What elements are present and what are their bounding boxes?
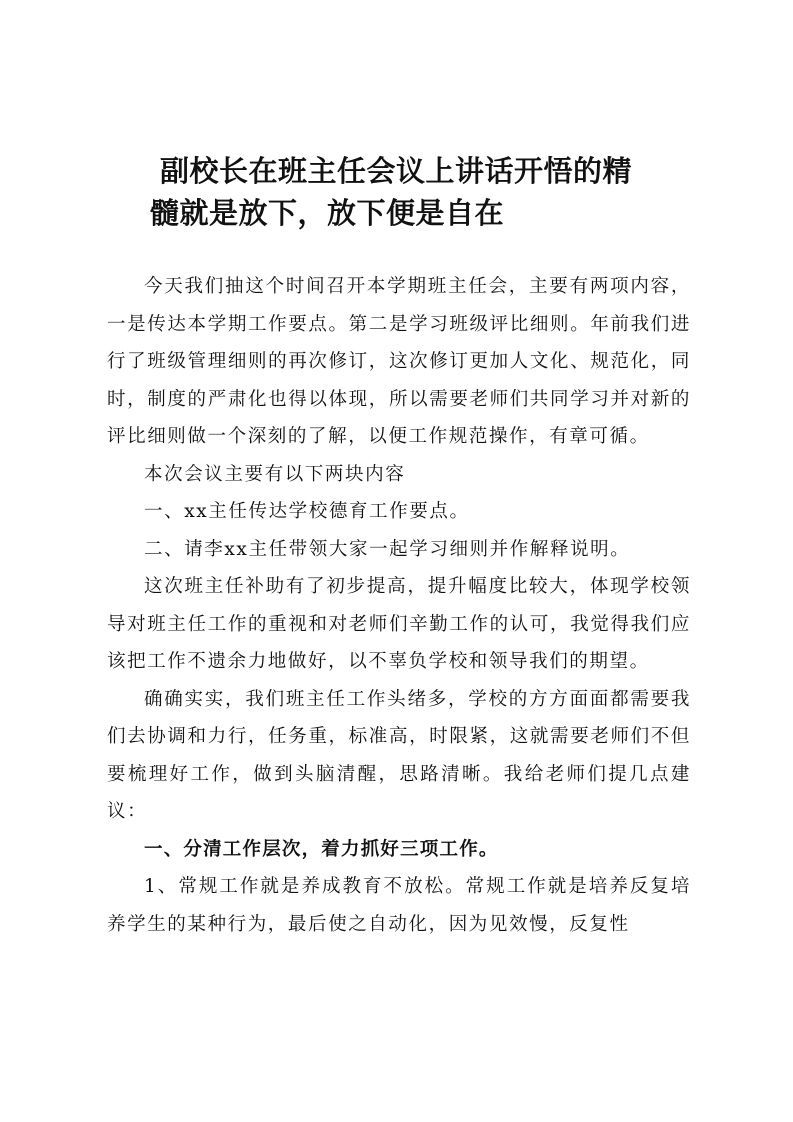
document-title — [150, 150, 700, 234]
paragraph-routine-work: 1、常规工作就是养成教育不放松。常规工作就是培养反复培养学生的某种行为，最后使之自动化，因为见效慢，反复性 — [107, 876, 691, 935]
paragraph-suggestions: 确确实实，我们班主任工作头绪多，学校的方方面面都需要我们去协调和力行，任务重，标准高，时限紧，这就需要老师们不但要梳理好工作，做到头脑清醒，思路清晰。我给老师们提几点建议： — [107, 688, 691, 822]
document-body — [107, 268, 691, 943]
title-line-2: 髓就是放下，放下便是自在 — [150, 196, 505, 230]
paragraph-agenda-item-2: 二、请李xx主任带领大家一起学习细则并作解释说明。 — [144, 538, 631, 560]
section-heading-1: 一、分清工作层次，着力抓好三项工作。 — [144, 838, 499, 860]
paragraph-agenda-item-1: 一、xx主任传达学校德育工作要点。 — [144, 501, 470, 522]
paragraph-agenda-lead: 本次会议主要有以下两块内容 — [144, 463, 406, 485]
paragraph-intro: 今天我们抽这个时间召开本学期班主任会，主要有两项内容，一是传达本学期工作要点。第二是学习班级评比细则。年前我们进行了班级管理细则的再次修订，这次修订更加人文化、规范化，同时，制度的严肃化也得以体现，所以需要老师们共同学习并对新的评比细则做一个深刻的了解，以便工作规范操作，有章可循。 — [107, 276, 691, 447]
title-line-1: 副校长在班主任会议上讲话开悟的精 — [160, 154, 633, 188]
paragraph-subsidy: 这次班主任补助有了初步提高，提升幅度比较大，体现学校领导对班主任工作的重视和对老师们辛勤工作的认可，我觉得我们应该把工作不遗余力地做好，以不辜负学校和领导我们的期望。 — [107, 576, 691, 672]
